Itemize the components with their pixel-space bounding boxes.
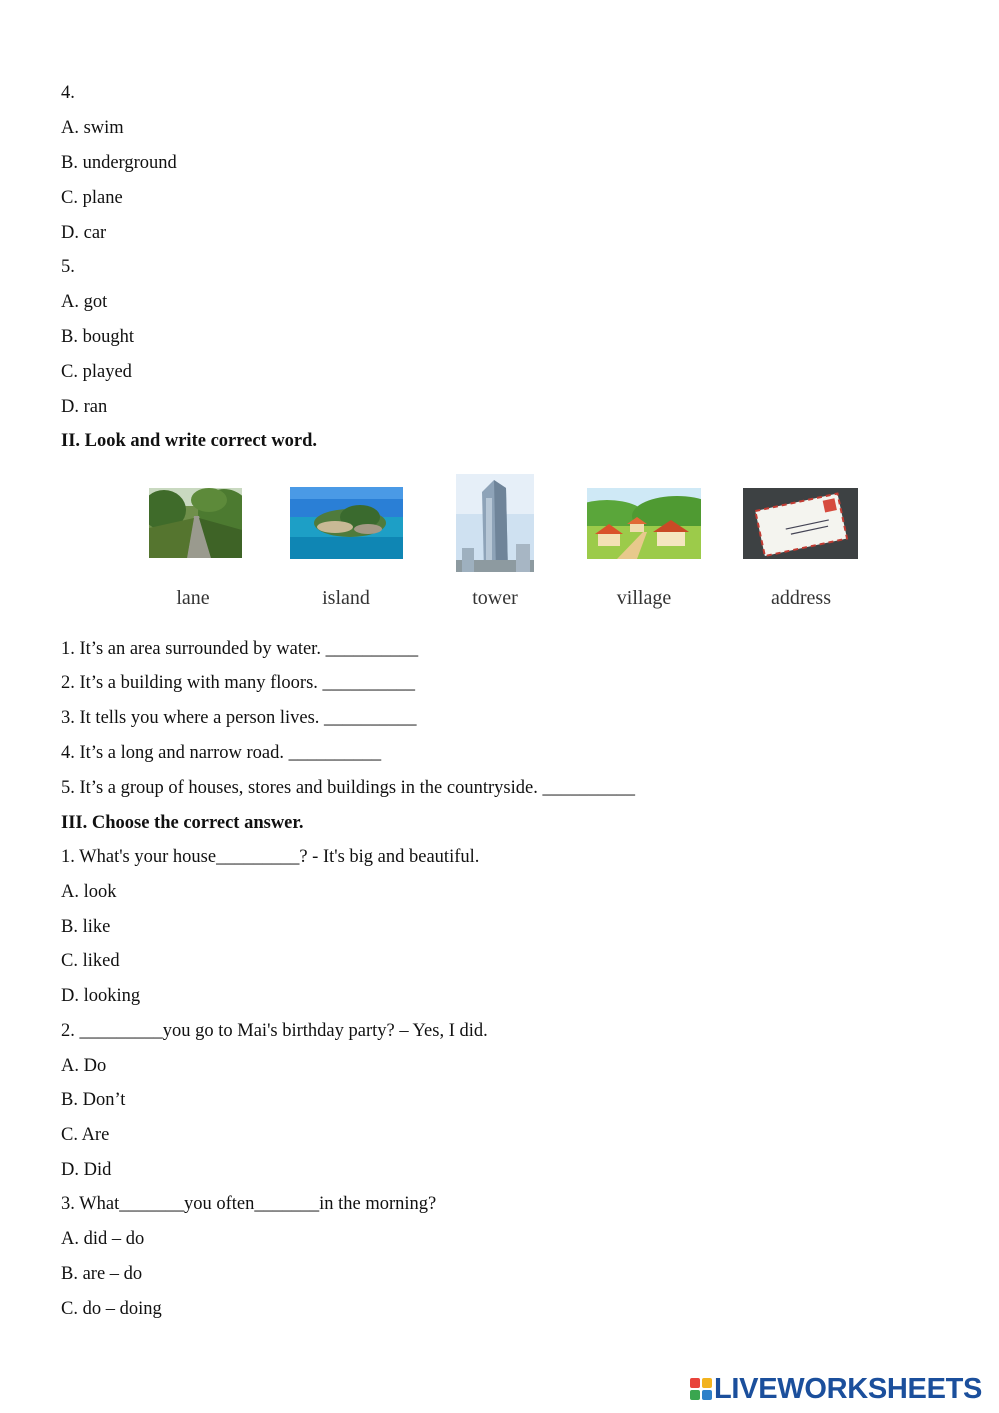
q4-option-d: D. car [61,223,107,243]
lane-photo [149,488,242,558]
question-4-number: 4. [61,83,75,103]
tower-photo [456,474,534,572]
caption-island: island [322,587,370,609]
q5-option-a: A. got [61,292,108,312]
section-2-question-1: 1. It’s an area surrounded by water. __________ [61,639,419,659]
s3q3-option-c: C. do – doing [61,1299,162,1319]
q5-option-c: C. played [61,362,132,382]
liveworksheets-logo[interactable] [690,1374,990,1404]
section-3-question-2: 2. _________you go to Mai's birthday party? – Yes, I did. [61,1021,488,1041]
logo-tile [702,1390,712,1400]
s3q1-option-a: A. look [61,882,117,902]
logo-tiles-icon [690,1378,712,1400]
section-2-heading: II. Look and write correct word. [61,431,318,451]
logo-tile [690,1378,700,1388]
section-2-question-4: 4. It’s a long and narrow road. __________ [61,743,382,763]
q5-option-b: B. bought [61,327,134,347]
caption-tower: tower [472,587,518,609]
logo-tile [690,1390,700,1400]
envelope-address [743,488,858,559]
caption-lane: lane [176,587,210,609]
logo-wordmark: LIVEWORKSHEETS [714,1373,983,1405]
q5-option-d: D. ran [61,397,108,417]
caption-address: address [771,587,831,609]
q4-option-b: B. underground [61,153,177,173]
section-2-question-3: 3. It tells you where a person lives. __________ [61,708,417,728]
s3q2-option-c: C. Are [61,1125,110,1145]
s3q1-option-b: B. like [61,917,111,937]
village-illustration [587,488,701,559]
island-photo [290,487,403,559]
section-2-question-2: 2. It’s a building with many floors. __________ [61,673,416,693]
q4-option-a: A. swim [61,118,124,138]
section-3-question-1: 1. What's your house_________? - It's big and beautiful. [61,847,480,867]
section-3-question-3: 3. What_______you often_______in the morning? [61,1194,437,1214]
question-5-number: 5. [61,257,75,277]
logo-tile [702,1378,712,1388]
s3q2-option-b: B. Don’t [61,1090,126,1110]
section-3-heading: III. Choose the correct answer. [61,813,304,833]
s3q1-option-d: D. looking [61,986,141,1006]
caption-village: village [616,587,672,609]
section-2-question-5: 5. It’s a group of houses, stores and buildings in the countryside. __________ [61,778,635,798]
q4-option-c: C. plane [61,188,123,208]
s3q1-option-c: C. liked [61,951,120,971]
s3q3-option-a: A. did – do [61,1229,145,1249]
s3q3-option-b: B. are – do [61,1264,143,1284]
s3q2-option-d: D. Did [61,1160,112,1180]
s3q2-option-a: A. Do [61,1056,107,1076]
